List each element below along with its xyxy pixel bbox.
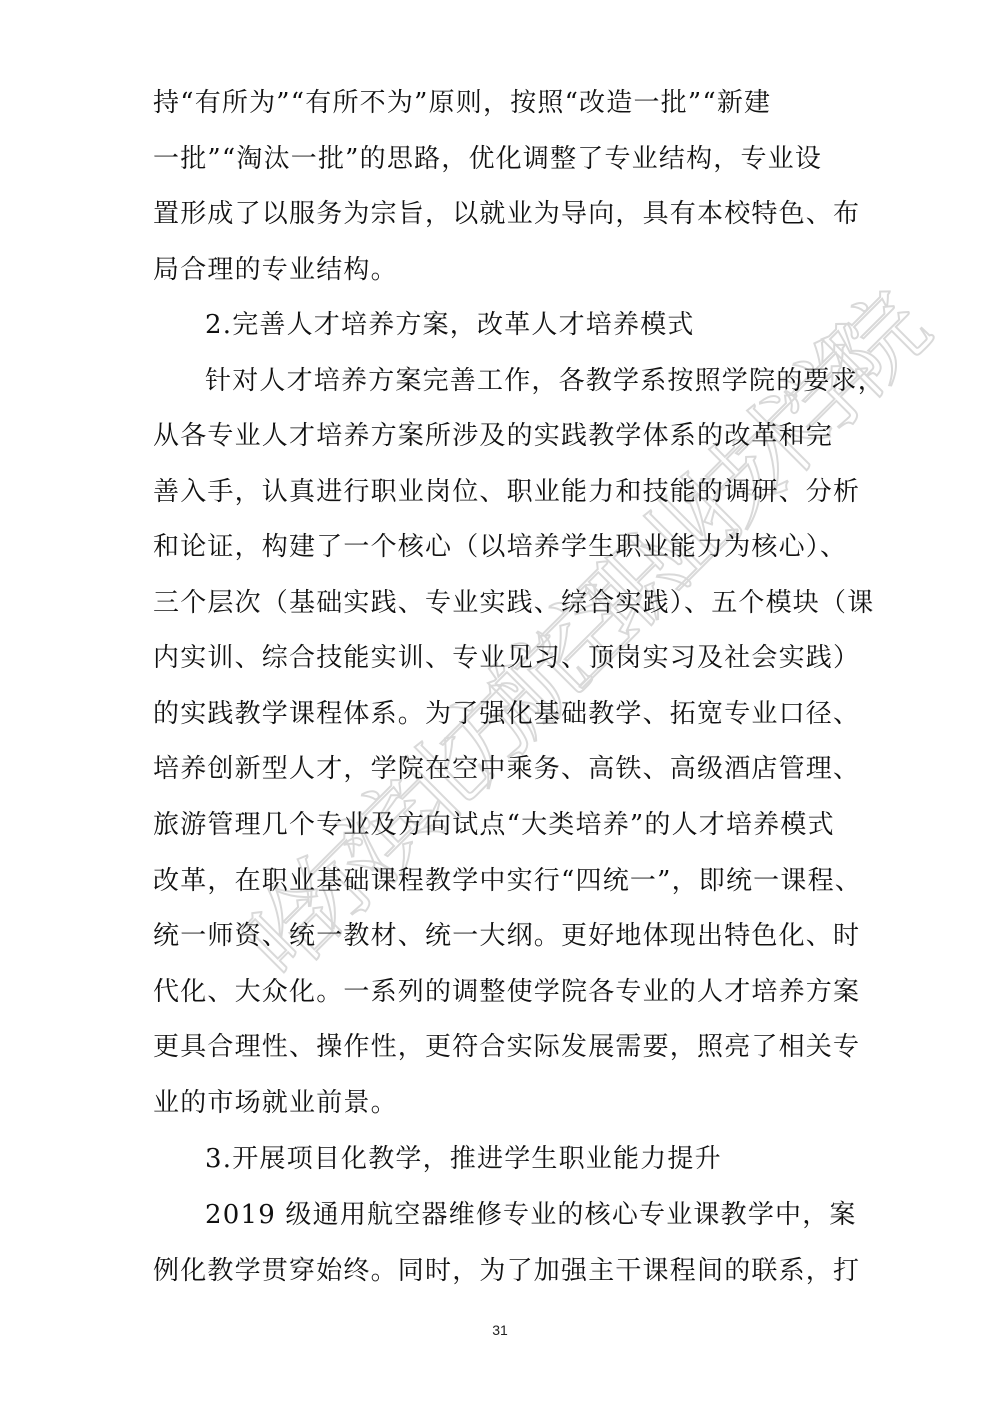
body-line: 针对人才培养方案完善工作，各教学系按照学院的要求，	[205, 366, 886, 396]
body-line: 业的市场就业前景。	[153, 1088, 398, 1118]
body-line: 例化教学贯穿始终。同时，为了加强主干课程间的联系，打	[153, 1256, 861, 1286]
body-line: 统一师资、统一教材、统一大纲。更好地体现出特色化、时	[153, 921, 861, 951]
body-line: 代化、大众化。一系列的调整使学院各专业的人才培养方案	[153, 977, 861, 1007]
body-line: 2019 级通用航空器维修专业的核心专业课教学中，案	[205, 1200, 857, 1230]
body-line: 更具合理性、操作性，更符合实际发展需要，照亮了相关专	[153, 1032, 861, 1062]
body-line: 一批”“淘汰一批”的思路，优化调整了专业结构，专业设	[153, 144, 823, 174]
body-line: 持“有所为”“有所不为”原则，按照“改造一批”“新建	[153, 88, 772, 118]
section-heading: 2.完善人才培养方案，改革人才培养模式	[205, 310, 695, 340]
section-heading: 3.开展项目化教学，推进学生职业能力提升	[205, 1144, 722, 1174]
body-line: 从各专业人才培养方案所涉及的实践教学体系的改革和完	[153, 421, 834, 451]
body-line: 置形成了以服务为宗旨，以就业为导向，具有本校特色、布	[153, 199, 861, 229]
body-line: 三个层次（基础实践、专业实践、综合实践）、五个模块（课	[153, 588, 875, 618]
body-line: 善入手，认真进行职业岗位、职业能力和技能的调研、分析	[153, 477, 861, 507]
body-line: 局合理的专业结构。	[153, 255, 398, 285]
body-line: 和论证，构建了一个核心（以培养学生职业能力为核心）、	[153, 532, 848, 562]
body-line: 改革，在职业基础课程教学中实行“四统一”，即统一课程、	[153, 866, 862, 896]
body-line: 内实训、综合技能实训、专业见习、顶岗实习及社会实践）	[153, 643, 861, 673]
page-number: 31	[492, 1322, 508, 1338]
body-line: 旅游管理几个专业及方向试点“大类培养”的人才培养模式	[153, 810, 835, 840]
body-line: 的实践教学课程体系。为了强化基础教学、拓宽专业口径、	[153, 699, 861, 729]
watermark-text: 哈尔滨北方航空职业技术学院	[223, 272, 950, 999]
body-line: 培养创新型人才，学院在空中乘务、高铁、高级酒店管理、	[153, 754, 861, 784]
